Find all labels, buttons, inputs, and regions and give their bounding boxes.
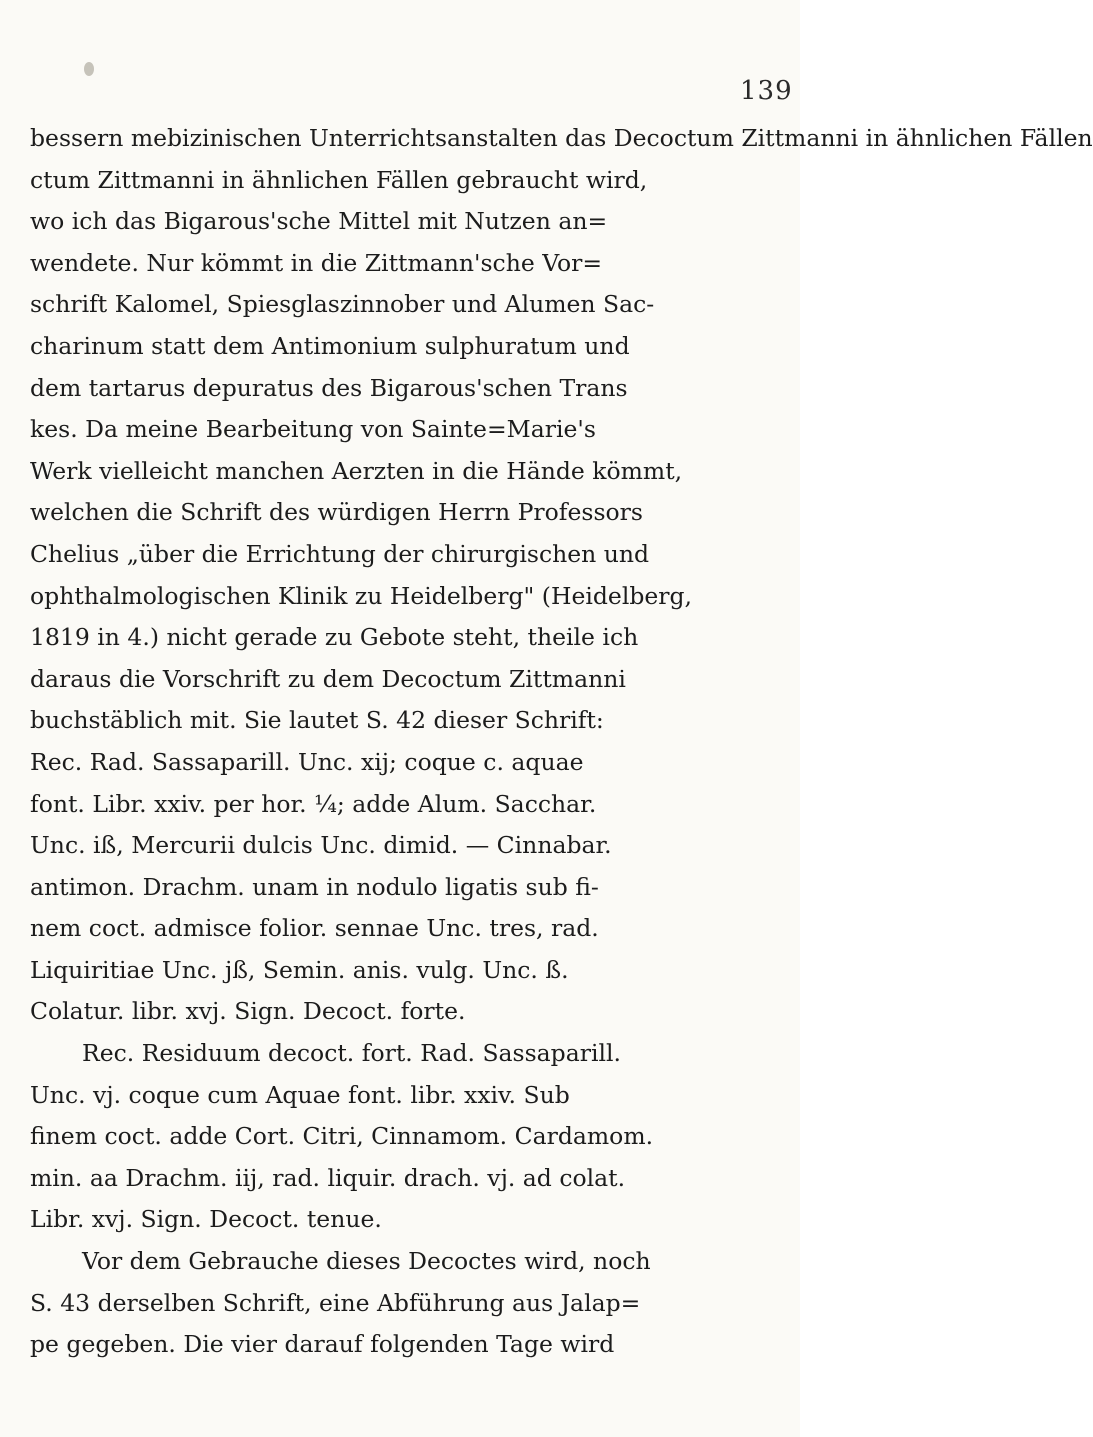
text-line: Unc. iß, Mercurii dulcis Unc. dimid. — Cinnabar. xyxy=(30,831,612,860)
text-line: bessern mebizinischen Unterrichtsanstalten das Decoctum Zittmanni in ähnlichen Fällen xyxy=(30,124,1093,152)
text-line: welchen die Schrift des würdigen Herrn Professors xyxy=(30,498,643,527)
text-line: Rec. Rad. Sassaparill. Unc. xij; coque c. aquae xyxy=(30,747,584,776)
text-line: kes. Da meine Bearbeitung von Sainte=Marie's xyxy=(30,415,596,444)
text-line: wo ich das Bigarous'sche Mittel mit Nutzen an= xyxy=(30,207,608,236)
body-text xyxy=(30,118,1093,1366)
text-line: S. 43 derselben Schrift, eine Abführung aus Jalap= xyxy=(30,1288,641,1317)
text-line: ctum Zittmanni in ähnlichen Fällen gebraucht wird, xyxy=(30,165,648,194)
text-line: finem coct. adde Cort. Citri, Cinnamom. Cardamom. xyxy=(30,1122,654,1151)
text-line: Werk vielleicht manchen Aerzten in die Hände kömmt, xyxy=(30,456,683,485)
text-line: daraus die Vorschrift zu dem Decoctum Zittmanni xyxy=(30,664,626,693)
text-line: antimon. Drachm. unam in nodulo ligatis sub fi- xyxy=(30,872,599,901)
text-line: wendete. Nur kömmt in die Zittmann'sche Vor= xyxy=(30,248,603,277)
text-line: buchstäblich mit. Sie lautet S. 42 dieser Schrift: xyxy=(30,706,604,735)
ink-stain xyxy=(84,62,94,76)
text-line: font. Libr. xxiv. per hor. ¼; adde Alum. Sacchar. xyxy=(30,789,597,818)
text-line: Vor dem Gebrauche dieses Decoctes wird, noch xyxy=(82,1247,651,1276)
text-line: ophthalmologischen Klinik zu Heidelberg" (Heidelberg, xyxy=(30,581,693,610)
text-line: Colatur. libr. xvj. Sign. Decoct. forte. xyxy=(30,997,466,1026)
text-line: Liquiritiae Unc. jß, Semin. anis. vulg. Unc. ß. xyxy=(30,955,569,984)
text-line: 1819 in 4.) nicht gerade zu Gebote steht, theile ich xyxy=(30,623,639,652)
text-line: dem tartarus depuratus des Bigarous'schen Trans xyxy=(30,373,628,402)
text-line: schrift Kalomel, Spiesglaszinnober und Alumen Sac- xyxy=(30,290,655,319)
text-line: pe gegeben. Die vier darauf folgenden Tage wird xyxy=(30,1330,615,1359)
page-number: 139 xyxy=(740,76,793,106)
text-line: charinum statt dem Antimonium sulphuratum und xyxy=(30,331,630,360)
text-line: Rec. Residuum decoct. fort. Rad. Sassaparill. xyxy=(82,1039,621,1068)
text-line: Libr. xvj. Sign. Decoct. tenue. xyxy=(30,1205,382,1234)
text-line: Unc. vj. coque cum Aquae font. libr. xxiv. Sub xyxy=(30,1080,570,1109)
text-line: nem coct. admisce folior. sennae Unc. tres, rad. xyxy=(30,914,599,943)
text-line: Chelius „über die Errichtung der chirurgischen und xyxy=(30,539,650,568)
text-line: min. aa Drachm. iij, rad. liquir. drach. vj. ad colat. xyxy=(30,1163,626,1192)
